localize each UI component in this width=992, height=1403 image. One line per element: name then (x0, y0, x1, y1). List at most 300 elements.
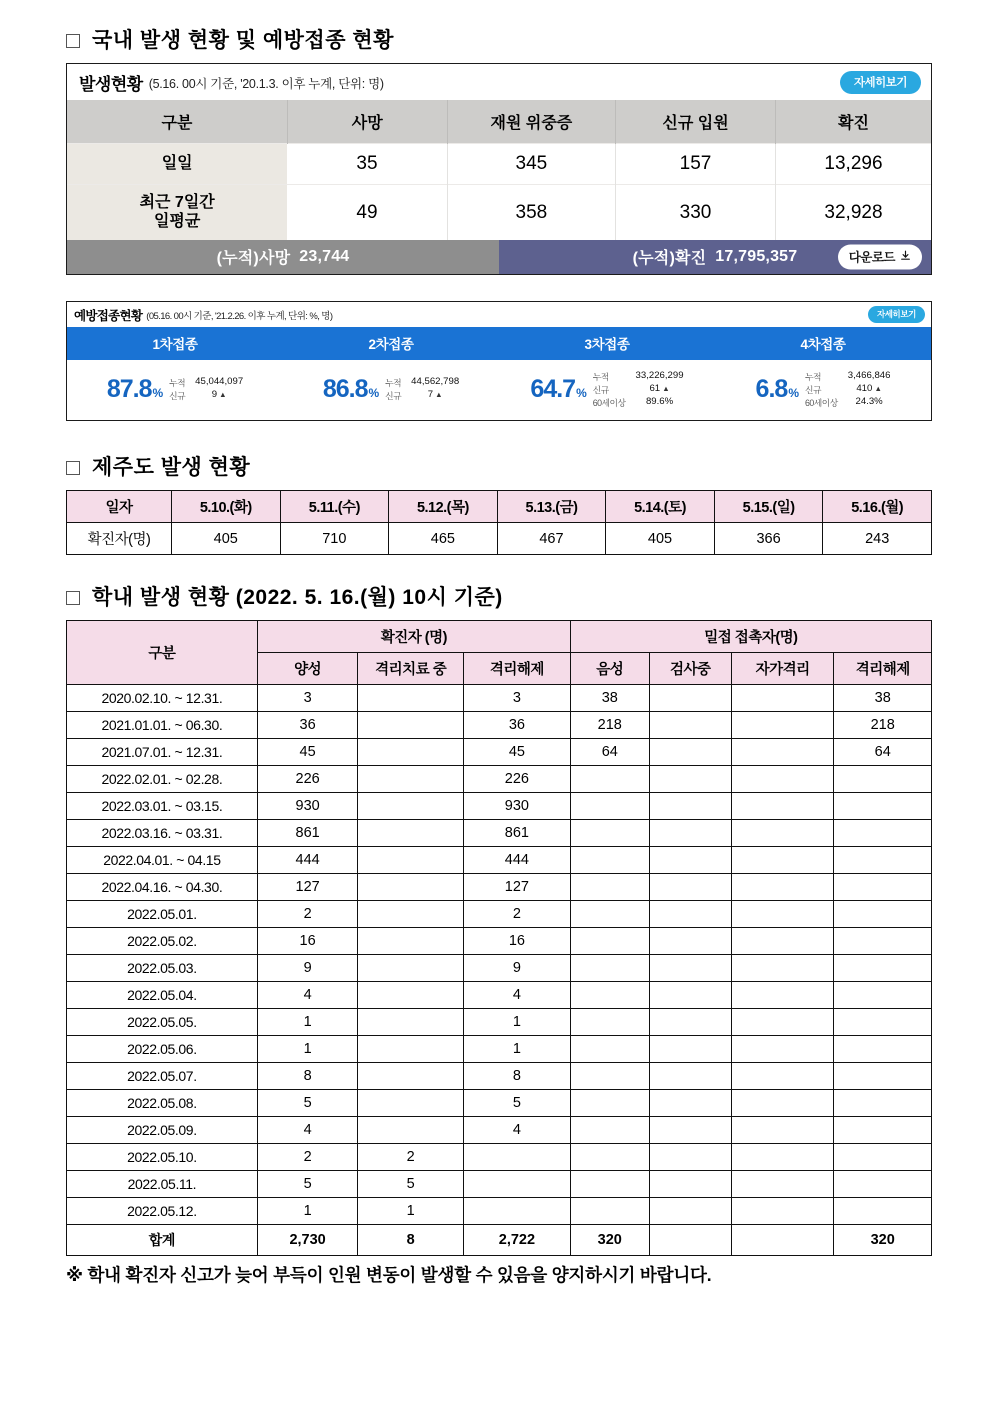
school-cell-positive: 5 (257, 1090, 358, 1117)
table-row (67, 1144, 932, 1171)
school-cell-testing (649, 766, 731, 793)
school-cell-testing (649, 847, 731, 874)
cumulative-death-label: (누적)사망 (216, 250, 291, 268)
school-cell-isolating (358, 820, 464, 847)
jeju-table-wrapper (66, 490, 932, 555)
school-cell-selfiso (731, 712, 834, 739)
outbreak-daily-death: 35 (287, 144, 447, 185)
school-cell-contact-released: 38 (834, 685, 932, 712)
school-cell-isolating (358, 901, 464, 928)
school-group-confirmed: 확진자 (명) (257, 621, 570, 653)
section-heading-school (66, 585, 932, 610)
school-row-period: 2022.05.08. (67, 1090, 258, 1117)
school-cell-positive: 4 (257, 1117, 358, 1144)
outbreak-weekly-confirmed: 32,928 (775, 185, 931, 240)
school-cell-negative (570, 874, 649, 901)
outbreak-col-confirmed: 확진 (775, 100, 931, 144)
school-cell-released: 9 (464, 955, 571, 982)
school-cell-positive: 1 (257, 1198, 358, 1225)
school-cell-selfiso (731, 955, 834, 982)
school-cell-contact-released (834, 1009, 932, 1036)
school-cell-negative (570, 766, 649, 793)
school-cell-released: 2,722 (464, 1225, 571, 1256)
school-cell-testing (649, 820, 731, 847)
school-cell-isolating: 2 (358, 1144, 464, 1171)
up-arrow-icon: ▲ (217, 390, 227, 400)
school-cell-selfiso (731, 793, 834, 820)
school-cell-released: 226 (464, 766, 571, 793)
vaccination-stats-1 (169, 376, 243, 402)
cumulative-death-panel (67, 240, 499, 274)
vaccination-dose-header-row (67, 327, 931, 360)
vaccination-dose-cell-4 (715, 370, 931, 409)
table-row (67, 982, 932, 1009)
school-cell-negative (570, 820, 649, 847)
school-cell-positive: 3 (257, 685, 358, 712)
school-cell-selfiso (731, 1090, 834, 1117)
outbreak-weekly-severe: 358 (447, 185, 615, 240)
vaccination-over60-4: 24.3% (855, 395, 883, 407)
jeju-value-2: 465 (389, 523, 498, 555)
school-cell-negative (570, 1063, 649, 1090)
vaccination-status-card (66, 301, 932, 421)
vaccination-pct-unit-2: % (368, 385, 379, 400)
school-cell-selfiso (731, 1144, 834, 1171)
school-row-period: 2022.02.01. ~ 02.28. (67, 766, 258, 793)
school-cell-selfiso (731, 847, 834, 874)
outbreak-card-caption (67, 64, 931, 100)
school-row-period: 2022.04.16. ~ 04.30. (67, 874, 258, 901)
label-cumulative-2: 누적 (385, 378, 402, 389)
school-table (66, 620, 932, 1256)
outbreak-col-death: 사망 (287, 100, 447, 144)
school-cell-positive: 930 (257, 793, 358, 820)
label-new-3: 신규 (592, 384, 609, 395)
school-cell-selfiso (731, 1225, 834, 1256)
vaccination-stats-2 (385, 376, 459, 402)
school-cell-contact-released (834, 1090, 932, 1117)
school-cell-contact-released (834, 847, 932, 874)
school-col-contact-released: 격리해제 (834, 653, 932, 685)
table-row (67, 1117, 932, 1144)
school-header-group-row (67, 621, 932, 653)
school-cell-contact-released (834, 1171, 932, 1198)
school-cell-contact-released (834, 955, 932, 982)
school-cell-negative: 38 (570, 685, 649, 712)
school-cell-positive: 9 (257, 955, 358, 982)
vaccination-new-3: 61 ▲ (649, 382, 670, 394)
school-cell-testing (649, 1225, 731, 1256)
school-row-period: 2022.05.12. (67, 1198, 258, 1225)
checkbox-icon (66, 461, 80, 475)
school-row-period: 2022.04.01. ~ 04.15 (67, 847, 258, 874)
outbreak-cumulative-bar (67, 240, 931, 274)
outbreak-daily-admission: 157 (616, 144, 776, 185)
school-cell-isolating (358, 739, 464, 766)
school-cell-positive: 4 (257, 982, 358, 1009)
vaccination-card-caption (67, 302, 931, 327)
cumulative-confirmed-label: (누적)확진 (632, 250, 707, 268)
school-cell-testing (649, 1009, 731, 1036)
school-cell-negative (570, 1198, 649, 1225)
table-row (67, 712, 932, 739)
table-row (67, 185, 931, 240)
footer-note: ※ 학내 확진자 신고가 늦어 부득이 인원 변동이 발생할 수 있음을 양지하시기 바랍니다. (66, 1265, 712, 1286)
school-cell-positive: 36 (257, 712, 358, 739)
label-new-2: 신규 (385, 391, 402, 402)
vaccination-dose-header-1: 1차접종 (152, 336, 198, 352)
school-cell-selfiso (731, 739, 834, 766)
table-row (67, 1198, 932, 1225)
up-arrow-icon: ▲ (660, 383, 670, 393)
school-cell-selfiso (731, 1171, 834, 1198)
school-cell-testing (649, 793, 731, 820)
vaccination-dose-cell-3 (499, 370, 715, 409)
school-cell-released (464, 1198, 571, 1225)
download-icon (900, 251, 911, 262)
label-cumulative-3: 누적 (592, 371, 609, 382)
school-cell-isolating (358, 1117, 464, 1144)
table-row (67, 874, 932, 901)
vaccination-dose-header-3: 3차접종 (584, 336, 630, 352)
jeju-value-6: 243 (823, 523, 932, 555)
vaccination-dose-cell-2 (283, 370, 499, 409)
jeju-col-date-3: 5.13.(금) (497, 491, 606, 523)
vaccination-cumulative-4: 3,466,846 (847, 369, 891, 381)
school-cell-contact-released (834, 793, 932, 820)
school-cell-negative (570, 955, 649, 982)
cumulative-death-value: 23,744 (299, 247, 350, 265)
school-cell-isolating (358, 847, 464, 874)
school-cell-released: 36 (464, 712, 571, 739)
school-cell-testing (649, 1144, 731, 1171)
jeju-value-5: 366 (714, 523, 823, 555)
jeju-value-0: 405 (172, 523, 281, 555)
school-cell-testing (649, 1063, 731, 1090)
school-cell-positive: 226 (257, 766, 358, 793)
table-row (67, 685, 932, 712)
school-cell-released: 127 (464, 874, 571, 901)
vaccination-caption-subtitle: (05.16. 00시 기준, '21.2.26. 이후 누계, 단위: %, 명) (146, 310, 333, 322)
school-row-period: 2020.02.10. ~ 12.31. (67, 685, 258, 712)
vaccination-pct-unit-1: % (152, 385, 163, 400)
table-row (67, 1090, 932, 1117)
section-heading-domestic (66, 28, 932, 53)
school-cell-selfiso (731, 874, 834, 901)
school-cell-testing (649, 874, 731, 901)
jeju-value-4: 405 (606, 523, 715, 555)
vaccination-cumulative-2: 44,562,798 (411, 376, 460, 388)
table-row (67, 766, 932, 793)
outbreak-status-card (66, 63, 932, 275)
school-cell-selfiso (731, 1009, 834, 1036)
vaccination-pct-3: 64.7% (530, 374, 586, 403)
school-row-period: 2022.05.09. (67, 1117, 258, 1144)
school-cell-isolating: 1 (358, 1198, 464, 1225)
label-cumulative-1: 누적 (169, 378, 186, 389)
section-heading-school-label: 학내 발생 현황 (2022. 5. 16.(월) 10시 기준) (92, 586, 503, 610)
outbreak-daily-severe: 345 (447, 144, 615, 185)
school-cell-positive: 45 (257, 739, 358, 766)
school-cell-released: 4 (464, 982, 571, 1009)
school-cell-testing (649, 1117, 731, 1144)
table-row (67, 847, 932, 874)
label-new-1: 신규 (169, 391, 186, 402)
school-cell-selfiso (731, 1117, 834, 1144)
school-cell-negative: 218 (570, 712, 649, 739)
up-arrow-icon: ▲ (433, 390, 443, 400)
school-cell-contact-released: 320 (834, 1225, 932, 1256)
jeju-table (66, 490, 932, 555)
school-cell-negative (570, 1171, 649, 1198)
school-cell-positive: 2 (257, 1144, 358, 1171)
table-row (67, 144, 931, 185)
school-cell-released (464, 1144, 571, 1171)
school-cell-selfiso (731, 1198, 834, 1225)
outbreak-col-admission: 신규 입원 (616, 100, 776, 144)
school-cell-selfiso (731, 685, 834, 712)
school-cell-positive: 1 (257, 1009, 358, 1036)
table-row (67, 955, 932, 982)
school-row-period: 2022.05.01. (67, 901, 258, 928)
school-cell-negative (570, 1036, 649, 1063)
school-cell-isolating (358, 1036, 464, 1063)
school-cell-selfiso (731, 820, 834, 847)
school-cell-isolating (358, 955, 464, 982)
jeju-col-date-1: 5.11.(수) (280, 491, 389, 523)
table-row (67, 793, 932, 820)
school-row-period: 2022.05.02. (67, 928, 258, 955)
jeju-header-row (67, 491, 932, 523)
school-cell-contact-released (834, 820, 932, 847)
school-cell-testing (649, 1036, 731, 1063)
school-cell-positive: 1 (257, 1036, 358, 1063)
school-col-division: 구분 (67, 621, 258, 685)
school-cell-positive: 5 (257, 1171, 358, 1198)
outbreak-caption-title: 발생현황 (79, 75, 143, 95)
school-cell-negative (570, 847, 649, 874)
school-cell-testing (649, 982, 731, 1009)
outbreak-weekly-admission: 330 (616, 185, 776, 240)
outbreak-caption-subtitle: (5.16. 00시 기준, '20.1.3. 이후 누계, 단위: 명) (148, 76, 384, 91)
school-col-testing: 검사중 (649, 653, 731, 685)
school-col-selfiso: 자가격리 (731, 653, 834, 685)
vaccination-pct-2: 86.8% (322, 374, 379, 403)
school-cell-isolating (358, 766, 464, 793)
school-cell-testing (649, 739, 731, 766)
vaccination-new-4: 410 ▲ (856, 382, 882, 394)
outbreak-col-division: 구분 (67, 100, 287, 144)
vaccination-dose-header-2: 2차접종 (368, 336, 414, 352)
school-cell-negative (570, 982, 649, 1009)
school-cell-isolating (358, 982, 464, 1009)
school-cell-released: 1 (464, 1036, 571, 1063)
school-cell-released: 3 (464, 685, 571, 712)
vaccination-pct-4: 6.8% (755, 374, 798, 403)
school-cell-selfiso (731, 1063, 834, 1090)
school-cell-negative (570, 793, 649, 820)
table-row (67, 1171, 932, 1198)
school-row-period: 2021.07.01. ~ 12.31. (67, 739, 258, 766)
school-cell-isolating (358, 1063, 464, 1090)
school-cell-contact-released (834, 1144, 932, 1171)
school-cell-selfiso (731, 1036, 834, 1063)
school-cell-positive: 2 (257, 901, 358, 928)
school-cell-negative: 320 (570, 1225, 649, 1256)
outbreak-weekly-death: 49 (287, 185, 447, 240)
label-over60-3: 60세이상 (592, 397, 626, 408)
school-cell-negative (570, 1117, 649, 1144)
school-cell-contact-released (834, 901, 932, 928)
section-heading-jeju (66, 455, 932, 480)
school-cell-contact-released (834, 1117, 932, 1144)
table-row (67, 1036, 932, 1063)
section-heading-domestic-label: 국내 발생 현황 및 예방접종 현황 (92, 29, 394, 52)
school-cell-positive: 16 (257, 928, 358, 955)
outbreak-daily-confirmed: 13,296 (775, 144, 931, 185)
school-cell-selfiso (731, 901, 834, 928)
school-cell-testing (649, 1171, 731, 1198)
school-cell-contact-released (834, 982, 932, 1009)
school-cell-testing (649, 901, 731, 928)
school-cell-released: 4 (464, 1117, 571, 1144)
school-row-period: 2022.05.03. (67, 955, 258, 982)
school-table-body (67, 685, 932, 1256)
school-cell-negative (570, 928, 649, 955)
school-cell-isolating (358, 874, 464, 901)
table-row (67, 1063, 932, 1090)
school-row-period: 2022.05.10. (67, 1144, 258, 1171)
school-cell-contact-released: 64 (834, 739, 932, 766)
school-row-period: 2022.05.05. (67, 1009, 258, 1036)
download-button[interactable] (838, 244, 922, 269)
school-cell-isolating (358, 712, 464, 739)
school-cell-positive: 444 (257, 847, 358, 874)
school-cell-testing (649, 1090, 731, 1117)
school-cell-released: 8 (464, 1063, 571, 1090)
jeju-col-date-label: 일자 (67, 491, 172, 523)
school-cell-selfiso (731, 766, 834, 793)
vaccination-detail-button[interactable]: 자세히보기 (868, 306, 925, 323)
school-cell-released: 1 (464, 1009, 571, 1036)
vaccination-dose-cell-1 (67, 370, 283, 409)
school-cell-isolating (358, 928, 464, 955)
school-cell-negative: 64 (570, 739, 649, 766)
school-cell-negative (570, 1090, 649, 1117)
school-cell-negative (570, 1009, 649, 1036)
table-row (67, 901, 932, 928)
school-cell-selfiso (731, 982, 834, 1009)
school-cell-negative (570, 1144, 649, 1171)
school-row-period: 합계 (67, 1225, 258, 1256)
school-cell-positive: 861 (257, 820, 358, 847)
vaccination-stats-3 (593, 370, 684, 409)
school-cell-isolating (358, 1090, 464, 1117)
school-cell-negative (570, 901, 649, 928)
school-cell-testing (649, 1198, 731, 1225)
jeju-value-3: 467 (497, 523, 606, 555)
school-row-period: 2022.05.07. (67, 1063, 258, 1090)
school-total-row (67, 1225, 932, 1256)
jeju-row-label: 확진자(명) (67, 523, 172, 555)
school-cell-released: 5 (464, 1090, 571, 1117)
school-col-negative: 음성 (570, 653, 649, 685)
school-cell-positive: 127 (257, 874, 358, 901)
outbreak-table (67, 100, 931, 240)
school-cell-released: 16 (464, 928, 571, 955)
school-cell-released: 930 (464, 793, 571, 820)
label-cumulative-4: 누적 (804, 371, 821, 382)
cumulative-confirmed-value: 17,795,357 (715, 247, 798, 265)
weekly-avg-line1: 최근 7일간 (139, 194, 215, 212)
vaccination-new-1: 9 ▲ (211, 389, 227, 401)
checkbox-icon (66, 34, 80, 48)
school-cell-testing (649, 928, 731, 955)
vaccination-caption-title: 예방접종현황 (74, 308, 143, 323)
outbreak-row-label-weekly-avg (67, 185, 287, 240)
table-row (67, 523, 932, 555)
outbreak-row-label-daily: 일일 (67, 144, 287, 185)
outbreak-col-severe: 재원 위중증 (447, 100, 615, 144)
school-cell-isolating (358, 793, 464, 820)
jeju-col-date-5: 5.15.(일) (714, 491, 823, 523)
label-over60-4: 60세이상 (804, 397, 838, 408)
outbreak-detail-button[interactable]: 자세히보기 (840, 71, 921, 94)
school-cell-isolating (358, 685, 464, 712)
school-row-period: 2022.05.11. (67, 1171, 258, 1198)
school-cell-isolating: 8 (358, 1225, 464, 1256)
jeju-col-date-0: 5.10.(화) (172, 491, 281, 523)
cumulative-confirmed-panel (499, 240, 931, 274)
label-new-4: 신규 (804, 384, 821, 395)
table-row (67, 739, 932, 766)
school-cell-released: 444 (464, 847, 571, 874)
vaccination-dose-header-4: 4차접종 (800, 336, 846, 352)
school-cell-released (464, 1171, 571, 1198)
school-cell-testing (649, 955, 731, 982)
school-row-period: 2022.05.04. (67, 982, 258, 1009)
table-row (67, 1009, 932, 1036)
school-cell-released: 2 (464, 901, 571, 928)
vaccination-pct-unit-4: % (788, 385, 798, 400)
school-cell-positive: 8 (257, 1063, 358, 1090)
vaccination-cumulative-1: 45,044,097 (195, 376, 244, 388)
school-cell-testing (649, 685, 731, 712)
outbreak-table-header-row (67, 100, 931, 144)
vaccination-new-2: 7 ▲ (427, 389, 443, 401)
jeju-col-date-4: 5.14.(토) (606, 491, 715, 523)
vaccination-over60-3: 89.6% (645, 395, 674, 407)
school-cell-contact-released (834, 1036, 932, 1063)
up-arrow-icon: ▲ (872, 383, 882, 393)
school-cell-contact-released (834, 1198, 932, 1225)
school-col-positive: 양성 (257, 653, 358, 685)
jeju-value-1: 710 (280, 523, 389, 555)
weekly-avg-line2: 일평균 (153, 212, 201, 230)
school-cell-released: 45 (464, 739, 571, 766)
vaccination-pct-1: 87.8% (106, 374, 163, 403)
school-cell-isolating (358, 1009, 464, 1036)
section-heading-jeju-label: 제주도 발생 현황 (92, 455, 251, 479)
table-row (67, 820, 932, 847)
school-row-period: 2022.03.16. ~ 03.31. (67, 820, 258, 847)
checkbox-icon (66, 591, 80, 605)
school-cell-contact-released (834, 928, 932, 955)
school-cell-contact-released (834, 1063, 932, 1090)
jeju-col-date-2: 5.12.(목) (389, 491, 498, 523)
download-button-label: 다운로드 (848, 250, 895, 265)
school-cell-contact-released: 218 (834, 712, 932, 739)
